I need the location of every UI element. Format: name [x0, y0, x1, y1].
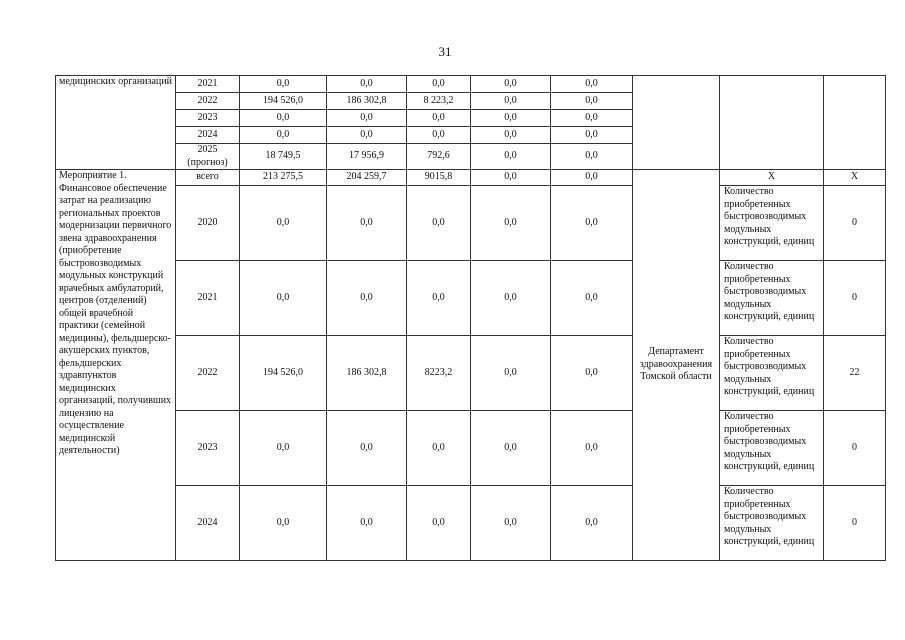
value-cell: 0,0: [240, 76, 327, 93]
value-cell: 0,0: [551, 170, 633, 186]
indicator-value-cell: 0: [824, 261, 886, 336]
table-row: [56, 486, 886, 561]
indicator-cell: Количество приобретенных быстровозводимых модульных конструкций, единиц: [720, 486, 824, 561]
value-cell: 0,0: [551, 336, 633, 411]
indicator-cell: Количество приобретенных быстровозводимых модульных конструкций, единиц: [720, 336, 824, 411]
indicator-cell: Количество приобретенных быстровозводимых модульных конструкций, единиц: [720, 186, 824, 261]
value-cell: 792,6: [407, 144, 471, 170]
value-cell: 0,0: [240, 411, 327, 486]
value-cell: 186 302,8: [327, 93, 407, 110]
year-cell: всего: [176, 170, 240, 186]
value-cell: 0,0: [551, 144, 633, 170]
indicator-value-cell: 0: [824, 486, 886, 561]
value-cell: 0,0: [471, 411, 551, 486]
value-cell: 186 302,8: [327, 336, 407, 411]
prev-executor-cell: [633, 76, 720, 170]
value-cell: 0,0: [327, 261, 407, 336]
value-cell: 8 223,2: [407, 93, 471, 110]
value-cell: 0,0: [327, 110, 407, 127]
value-cell: 0,0: [551, 127, 633, 144]
year-cell: 2021: [176, 261, 240, 336]
value-cell: 0,0: [471, 110, 551, 127]
value-cell: 213 275,5: [240, 170, 327, 186]
prev-section-name: медицинских организаций: [56, 76, 176, 170]
year-cell: 2023: [176, 411, 240, 486]
indicator-value-cell: Х: [824, 170, 886, 186]
value-cell: 0,0: [551, 76, 633, 93]
value-cell: 0,0: [240, 261, 327, 336]
value-cell: 0,0: [240, 486, 327, 561]
executor-cell: Департамент здравоохранения Томской области: [633, 170, 720, 561]
year-cell: 2024: [176, 127, 240, 144]
value-cell: 204 259,7: [327, 170, 407, 186]
value-cell: 0,0: [327, 411, 407, 486]
indicator-value-cell: 0: [824, 411, 886, 486]
value-cell: 0,0: [551, 411, 633, 486]
indicator-value-cell: 22: [824, 336, 886, 411]
year-cell: 2024: [176, 486, 240, 561]
value-cell: 0,0: [407, 127, 471, 144]
indicator-cell: Количество приобретенных быстровозводимых модульных конструкций, единиц: [720, 411, 824, 486]
table-row: [56, 411, 886, 486]
value-cell: 0,0: [327, 127, 407, 144]
value-cell: 0,0: [407, 486, 471, 561]
value-cell: 18 749,5: [240, 144, 327, 170]
value-cell: 0,0: [551, 261, 633, 336]
year-cell: 2022: [176, 336, 240, 411]
value-cell: 0,0: [240, 127, 327, 144]
value-cell: 0,0: [471, 127, 551, 144]
value-cell: 0,0: [407, 110, 471, 127]
value-cell: 0,0: [551, 93, 633, 110]
value-cell: 17 956,9: [327, 144, 407, 170]
value-cell: 0,0: [471, 336, 551, 411]
indicator-cell: Х: [720, 170, 824, 186]
value-cell: 9015,8: [407, 170, 471, 186]
year-cell: 2025 (прогноз): [176, 144, 240, 170]
value-cell: 0,0: [551, 186, 633, 261]
value-cell: 0,0: [327, 186, 407, 261]
prev-indicator-value-cell: [824, 76, 886, 170]
table-row: [56, 170, 886, 186]
value-cell: 8223,2: [407, 336, 471, 411]
value-cell: 0,0: [471, 76, 551, 93]
prev-indicator-cell: [720, 76, 824, 170]
table-row: [56, 336, 886, 411]
table-row: [56, 186, 886, 261]
value-cell: 194 526,0: [240, 93, 327, 110]
year-cell: 2022: [176, 93, 240, 110]
value-cell: 0,0: [240, 186, 327, 261]
year-cell: 2021: [176, 76, 240, 93]
page-number: 31: [438, 44, 452, 59]
table-row: [56, 261, 886, 336]
indicator-value-cell: 0: [824, 186, 886, 261]
value-cell: 0,0: [240, 110, 327, 127]
value-cell: 0,0: [407, 186, 471, 261]
value-cell: 0,0: [407, 76, 471, 93]
value-cell: 0,0: [407, 261, 471, 336]
value-cell: 0,0: [471, 261, 551, 336]
value-cell: 0,0: [551, 486, 633, 561]
indicator-cell: Количество приобретенных быстровозводимых модульных конструкций, единиц: [720, 261, 824, 336]
year-cell: 2023: [176, 110, 240, 127]
value-cell: 194 526,0: [240, 336, 327, 411]
value-cell: 0,0: [471, 93, 551, 110]
value-cell: 0,0: [327, 76, 407, 93]
value-cell: 0,0: [471, 486, 551, 561]
value-cell: 0,0: [327, 486, 407, 561]
value-cell: 0,0: [551, 110, 633, 127]
table-row: [56, 76, 886, 93]
value-cell: 0,0: [471, 186, 551, 261]
budget-table: [55, 75, 886, 561]
value-cell: 0,0: [471, 170, 551, 186]
value-cell: 0,0: [407, 411, 471, 486]
year-cell: 2020: [176, 186, 240, 261]
measure-name: Мероприятие 1. Финансовое обеспечение затрат на реализацию региональных проектов модернизации первичного звена здравоохранения (приобретение быстровозводимых модульных конструкций врачебных амбулаторий, центров (отделений) общей врачебной практики (семейной медицины), фельдшерско-акушерских пунктов, фельдшерских здравпунктов медицинских организаций, получивших лицензию на осуществление медицинской деятельности): [56, 170, 176, 561]
value-cell: 0,0: [471, 144, 551, 170]
